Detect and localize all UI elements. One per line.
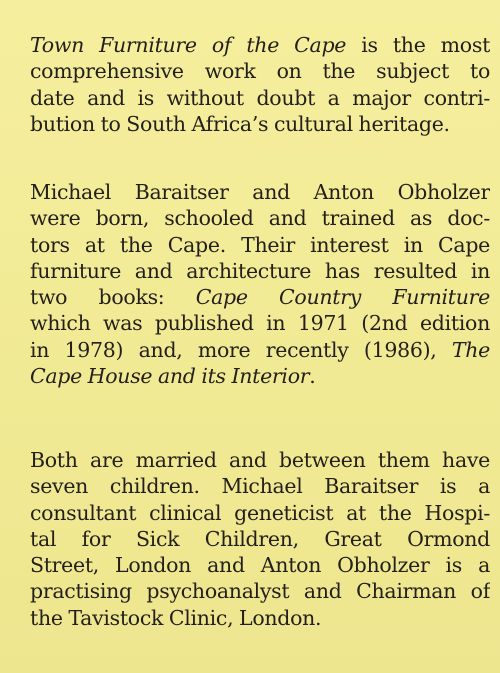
- text-line: [30, 85, 490, 111]
- text-line: [30, 310, 490, 336]
- text-run: two books:: [30, 285, 196, 310]
- text-run: practising psychoanalyst and Chairman of: [30, 579, 490, 604]
- italic-title-text: Cape House and its Interior: [30, 364, 310, 389]
- text-line: [30, 205, 490, 231]
- text-run: consultant clinical geneticist at the Hospi-: [30, 500, 490, 525]
- text-line: [30, 58, 490, 84]
- text-run: Michael Baraitser and Anton Obholzer: [30, 180, 490, 204]
- text-run: Both are married and between them have: [30, 448, 490, 472]
- text-line: [30, 337, 490, 363]
- text-line: [30, 284, 490, 310]
- text-run: tors at the Cape. Their interest in Cape: [30, 232, 490, 257]
- text-line: [30, 232, 490, 258]
- italic-title-text: The: [451, 337, 490, 362]
- italic-title-text: Town Furniture of the Cape: [30, 33, 347, 57]
- paragraph-authors-family-careers: [30, 447, 490, 631]
- paragraph-book-description: [30, 32, 490, 137]
- text-run: which was published in 1971 (2nd edition: [30, 311, 490, 336]
- text-line: [30, 258, 490, 284]
- text-run: the Tavistock Clinic, London.: [30, 605, 322, 630]
- text-line: [30, 32, 490, 58]
- text-line: [30, 447, 490, 473]
- text-run: bution to South Africa’s cultural heritage.: [30, 111, 450, 136]
- text-run: Street, London and Anton Obholzer is a: [30, 553, 490, 578]
- text-run: in 1978) and, more recently (1986),: [30, 337, 452, 362]
- text-run: tal for Sick Children, Great Ormond: [30, 526, 490, 551]
- text-line: [30, 179, 490, 205]
- text-line: [30, 552, 490, 578]
- text-line: [30, 605, 490, 631]
- text-run: is the most: [346, 33, 490, 57]
- text-run: seven children. Michael Baraitser is a: [30, 474, 490, 499]
- text-run: were born, schooled and trained as doc-: [30, 206, 490, 231]
- text-line: [30, 526, 490, 552]
- text-line: [30, 500, 490, 526]
- paragraph-authors-background: [30, 179, 490, 389]
- text-line: [30, 363, 490, 389]
- text-run: furniture and architecture has resulted in: [30, 258, 490, 283]
- italic-title-text: Cape Country Furniture: [195, 285, 490, 310]
- text-run: comprehensive work on the subject to: [30, 59, 490, 84]
- text-run: date and is without doubt a major contri-: [30, 85, 490, 110]
- text-line: [30, 111, 490, 137]
- text-line: [30, 578, 490, 604]
- text-run: .: [309, 364, 316, 389]
- text-line: [30, 473, 490, 499]
